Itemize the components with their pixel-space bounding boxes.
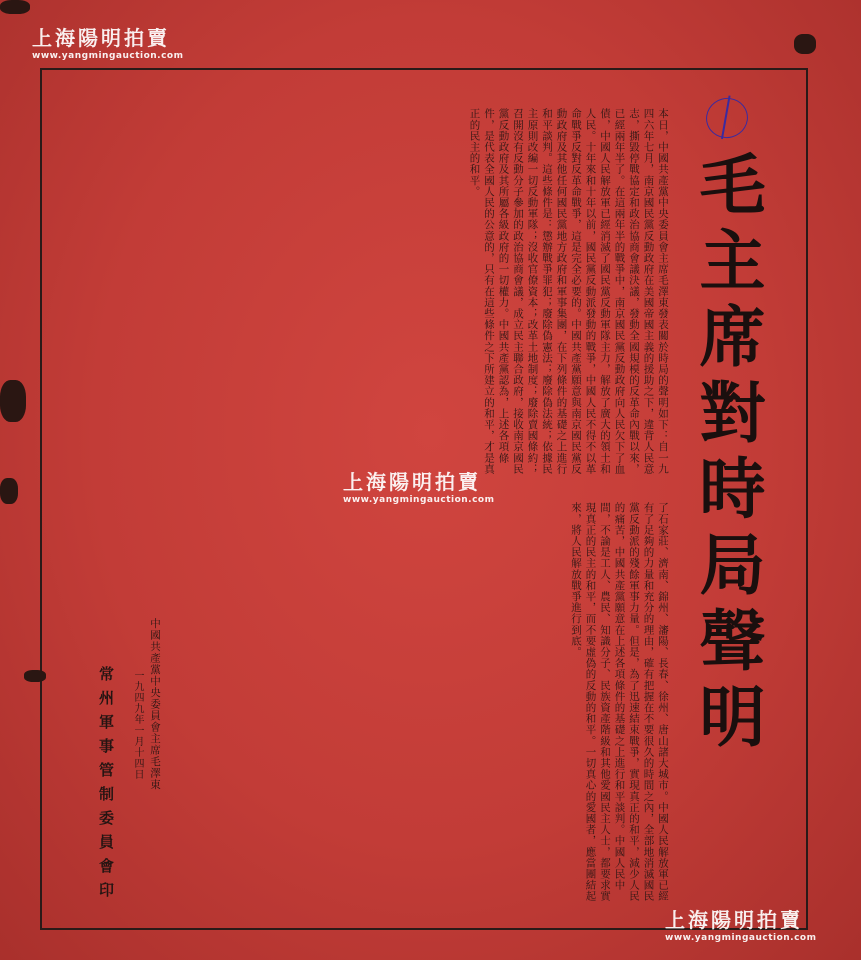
paper-damage: [794, 34, 816, 54]
watermark-text: 上海陽明拍賣: [343, 470, 481, 494]
watermark-center: [343, 466, 495, 505]
watermark-bottom-right: [665, 904, 817, 943]
document-title: 毛主席對時局聲明: [688, 150, 766, 758]
watermark-top-left: [32, 22, 184, 61]
paper-damage: [0, 380, 26, 422]
paper-damage: [24, 670, 46, 682]
watermark-text: 上海陽明拍賣: [665, 908, 803, 932]
paper-damage: [0, 478, 18, 504]
body-text-upper: 本日，中國共產黨中央委員會主席毛澤東發表關於時局的聲明如下：自一九四六年七月，南京國民黨反動政府在美國帝國主義的援助之下，違背人民意志，撕毀停戰協定和政治協商會議決議，發動全國規模的反革命內戰以來，已經兩年半了。在這兩年半的戰爭中，南京國民黨反動政府向人民欠下了血債，中國人民解放軍已經消滅了國民黨反動軍隊主力，解放了廣大的領土和人民。十年來和十年以前，國民黨反動派發動的戰爭，中國人民不得不以革命戰爭反對反革命戰爭，這是完全必要的。中國共產黨願意與南京國民黨反動政府及其他任何國民黨地方政府和軍事集團，在下列條件的基礎之上進行和平談判。這些條件是：懲辦戰爭罪犯；廢除偽憲法；廢除偽法統；依據民主原則改編一切反動軍隊；沒收官僚資本；改革土地制度；廢除賣國條約；召開沒有反動分子參加的政治協商會議，成立民主聯合政府，接收南京國民黨反動政府及其所屬各級政府的一切權力。中國共產黨認為，上述各項條件，是代表全國人民的公意的，只有在這些條件之下所建立的和平，才是真正的民主的和平。: [468, 108, 669, 475]
watermark-url: www.yangmingauction.com: [32, 51, 184, 61]
signature-date: 一九四九年一月十四日: [132, 670, 143, 780]
watermark-url: www.yangmingauction.com: [665, 933, 817, 943]
watermark-url: www.yangmingauction.com: [343, 495, 495, 505]
issuing-committee: 常州軍事管制委員會印: [97, 666, 115, 906]
watermark-text: 上海陽明拍賣: [32, 26, 170, 50]
signature-organization: 中國共產黨中央委員會主席毛澤東: [149, 618, 161, 791]
paper-damage: [0, 0, 30, 14]
body-text-lower: 了石家莊、濟南、錦州、瀋陽、長春、徐州、唐山諸大城市。中國人民解放軍已經有了足夠的力量和充分的理由，確有把握在不要很久的時間之內，全部地消滅國民黨反動派的殘餘軍事力量。但是，為了迅速結束戰爭，實現真正的和平，減少人民的痛苦，中國共產黨願意在上述各項條件的基礎之上進行和平談判。中國人民中間，不論是工人、農民、知識分子、民族資產階級和其他愛國民主人士，都要求實現真正的民主的和平，而不要虛偽的反動的和平。一切真心的愛國者，應當團結起來，將人民解放戰爭進行到底。: [570, 502, 669, 902]
